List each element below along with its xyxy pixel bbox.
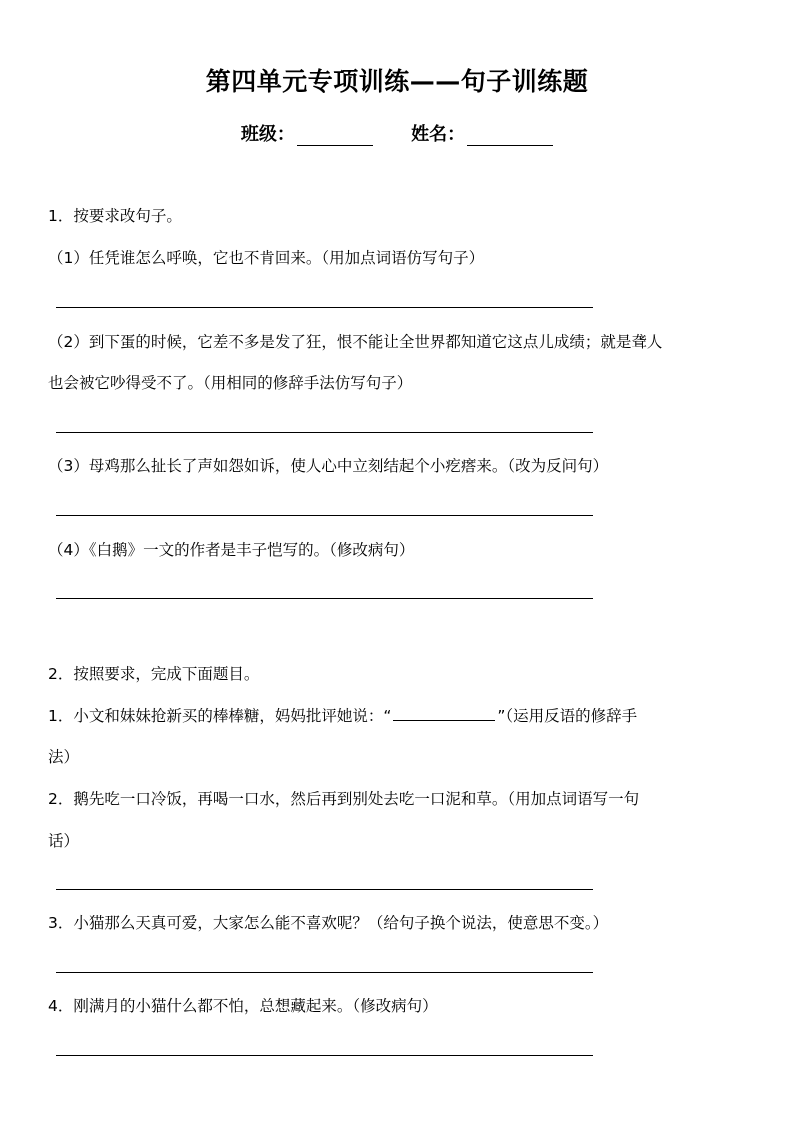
section2-question-3: 3．小猫那么天真可爱，大家怎么能不喜欢呢？（给句子换个说法，使意思不变。）	[48, 914, 609, 932]
answer-line-s2-q2[interactable]	[56, 889, 593, 890]
section2-question-2-line2: 话）	[48, 832, 80, 850]
section1-question-3: （3）母鸡那么扯长了声如怨如诉，使人心中立刻结起个小疙瘩来。（改为反问句）	[48, 457, 609, 475]
answer-line-s1-q1[interactable]	[56, 307, 593, 308]
class-label: 班级：	[240, 124, 295, 145]
answer-line-s2-q4[interactable]	[56, 1055, 593, 1056]
name-label: 姓名：	[411, 124, 466, 145]
section2-question-1-suffix: ”（运用反语的修辞手	[497, 707, 638, 725]
answer-line-s2-q3[interactable]	[56, 972, 593, 973]
section2-question-1-line1	[48, 706, 637, 726]
answer-line-s1-q2[interactable]	[56, 432, 593, 433]
name-field-group	[411, 120, 553, 146]
section2-question-1-line2: 法）	[48, 748, 80, 766]
section2-question-1-prefix: 1．小文和妹妹抢新买的棒棒糖，妈妈批评她说：“	[48, 707, 392, 725]
section1-question-2-line1: （2）到下蛋的时候，它差不多是发了狂，恨不能让全世界都知道它这点儿成绩；就是聋人	[48, 333, 663, 351]
answer-line-s1-q4[interactable]	[56, 598, 593, 599]
class-blank[interactable]	[297, 127, 373, 146]
inline-answer-blank[interactable]	[393, 706, 495, 721]
section1-question-4: （4）《白鹅》一文的作者是丰子恺写的。（修改病句）	[48, 541, 415, 559]
class-field-group	[241, 120, 405, 146]
section2-question-2-line1: 2．鹅先吃一口冷饭，再喝一口水，然后再到别处去吃一口泥和草。（用加点词语写一句	[48, 790, 640, 808]
student-info-row	[0, 120, 794, 146]
page-title: 第四单元专项训练——句子训练题	[205, 67, 589, 96]
section1-question-1: （1）任凭谁怎么呼唤，它也不肯回来。（用加点词语仿写句子）	[48, 249, 485, 267]
section1-question-2-line2: 也会被它吵得受不了。（用相同的修辞手法仿写句子）	[48, 374, 413, 392]
answer-line-s1-q3[interactable]	[56, 515, 593, 516]
section1-heading: 1．按要求改句子。	[48, 207, 182, 225]
section2-heading: 2．按照要求，完成下面题目。	[48, 665, 260, 683]
name-blank[interactable]	[467, 127, 553, 146]
section2-question-4: 4．刚满月的小猫什么都不怕，总想藏起来。（修改病句）	[48, 997, 438, 1015]
